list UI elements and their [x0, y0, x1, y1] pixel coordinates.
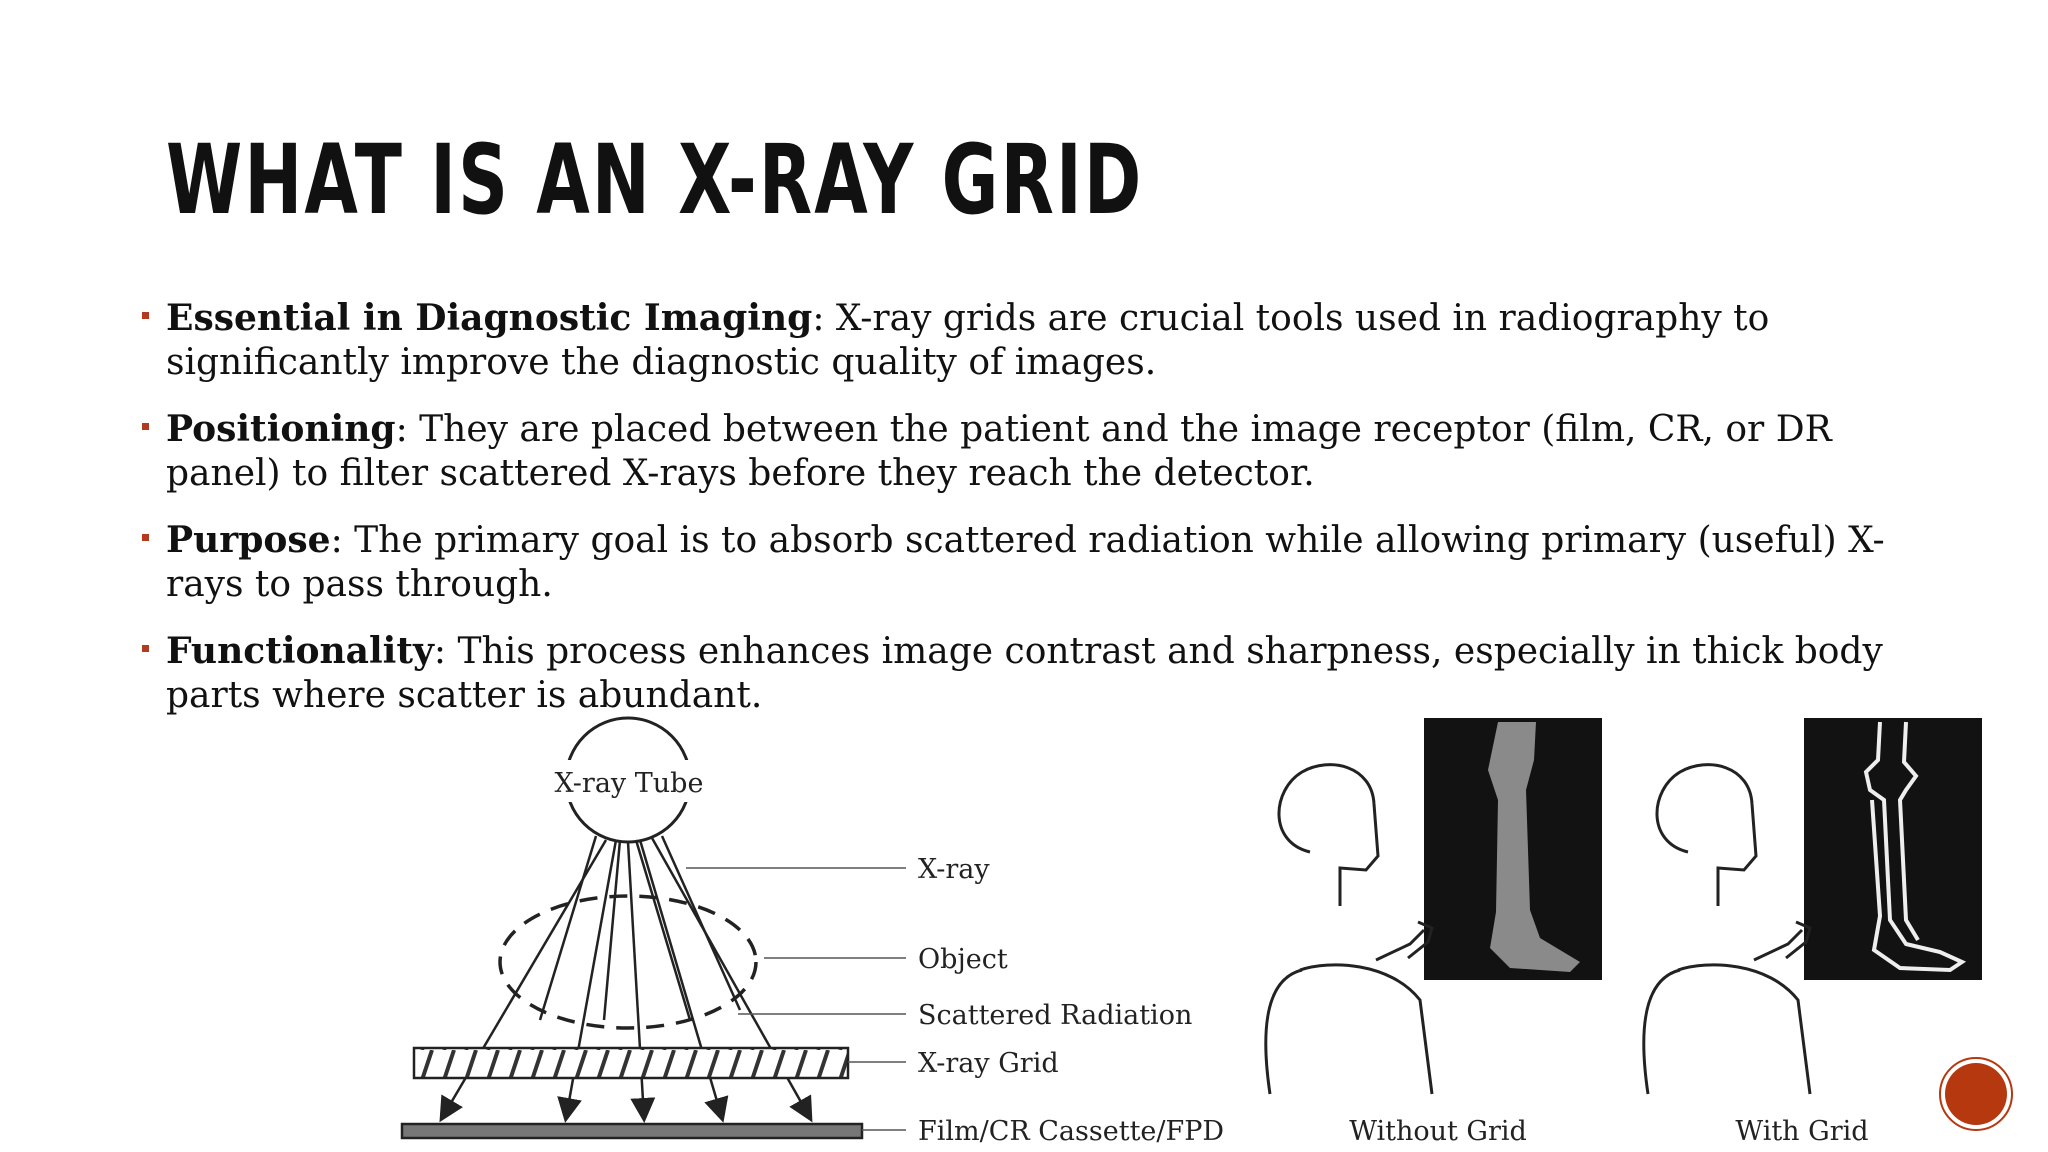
comparison-with-grid: [1644, 718, 1982, 1147]
bullet-text: : This process enhances image contrast and sharpness, especially in thick body parts where scatter is abundant.: [166, 631, 1883, 716]
comparison-without-grid: [1266, 718, 1602, 1147]
bullet-text: : X-ray grids are crucial tools used in radiography to significantly improve the diagnostic quality of images.: [166, 298, 1770, 383]
bullet-text: : The primary goal is to absorb scattered radiation while allowing primary (useful) X-rays to pass through.: [166, 520, 1885, 605]
person-viewer-icon: [1644, 765, 1810, 1094]
bullet-term: Essential in Diagnostic Imaging: [166, 297, 813, 339]
with-grid-label: With Grid: [1735, 1116, 1869, 1147]
person-viewer-icon: [1266, 765, 1432, 1094]
bullet-text: : They are placed between the patient and the image receptor (film, CR, or DR panel) to filter scattered X-rays before they reach the detector.: [166, 409, 1832, 494]
bullet-term: Purpose: [166, 519, 331, 561]
tube-label: X-ray Tube: [554, 768, 704, 799]
slide-title: WHAT IS AN X-RAY GRID: [166, 124, 1144, 236]
circle-button-icon[interactable]: [1938, 1056, 2014, 1132]
beam-line: [636, 840, 690, 1020]
without-grid-label: Without Grid: [1349, 1116, 1527, 1147]
label-grid: X-ray Grid: [918, 1048, 1059, 1079]
xray-grid-icon: [414, 1048, 848, 1078]
bullet-term: Positioning: [166, 408, 396, 450]
xray-film-sharp: [1804, 718, 1982, 980]
label-scatter: Scattered Radiation: [918, 1000, 1193, 1031]
label-xray: X-ray: [918, 854, 990, 885]
label-receptor: Film/CR Cassette/FPD: [918, 1116, 1225, 1147]
bullet-term: Functionality: [166, 630, 434, 672]
xray-tube: [534, 718, 724, 842]
receptor-plate-icon: [402, 1124, 862, 1138]
label-object: Object: [918, 944, 1008, 975]
